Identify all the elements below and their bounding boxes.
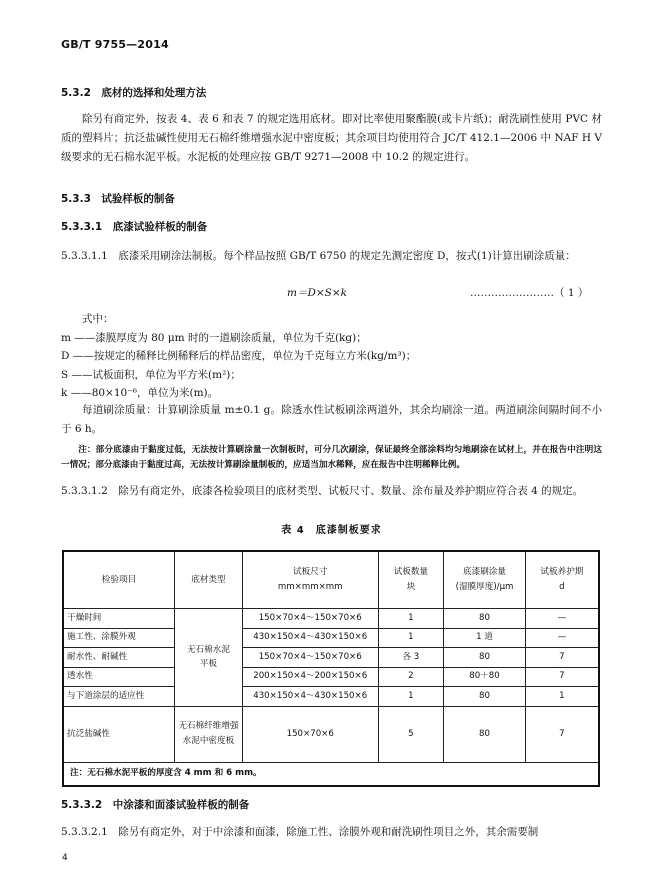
definition-k: k ——80×10⁻⁶，单位为米(m)。 [61,387,219,399]
row-item: 抗泛盐碱性 [63,706,174,762]
header-size-unit: mm×mm×mm [277,582,343,592]
formula-number: ……………………（ 1 ） [470,287,589,299]
header-amount-unit: (湿膜厚度)/μm [455,582,514,592]
header-size [242,551,378,609]
header-amount-label: 底漆刷涂量 [463,567,506,578]
row-cure: — [525,628,599,648]
row-size: 150×70×4～150×70×6 [242,648,378,668]
substrate-group-1: 无石棉水泥平板 [186,644,230,670]
row-item: 透水性 [63,667,174,687]
header-count-unit: 块 [406,582,416,592]
section-5-3-2-heading: 5.3.2 底材的选择和处理方法 [61,87,207,99]
symbol-definitions [61,310,602,403]
row-size: 430×150×4～430×150×6 [242,687,378,707]
header-size-label: 试板尺寸 [293,567,328,578]
row-count: 5 [378,706,444,762]
table-row [63,687,599,707]
row-substrate [174,706,242,762]
row-amount: 80 [444,687,526,707]
row-amount: 80＋80 [444,667,526,687]
table-footnote-row [63,762,599,786]
table-row [63,667,599,687]
table-row [63,706,599,762]
row-item: 与下道涂层的适应性 [63,687,174,707]
row-cure: 7 [525,667,599,687]
table-row [63,628,599,648]
table-row [63,609,599,629]
row-size: 150×70×4～150×70×6 [242,609,378,629]
section-5-3-3-2-heading: 5.3.3.2 中涂漆和面漆试验样板的制备 [61,799,250,811]
row-cure: — [525,609,599,629]
row-item: 施工性、涂膜外观 [63,628,174,648]
row-amount: 80 [444,706,526,762]
row-substrate [174,609,242,707]
header-item: 检验项目 [63,551,174,609]
brush-mass-paragraph: 每道刷涂质量：计算刷涂质量 m±0.1 g。除透水性试板刷涂两道外，其余均刷涂一道。两道刷涂间隔时间不小于 6 h。 [61,404,602,435]
row-size: 150×70×6 [242,706,378,762]
table-row [63,648,599,668]
row-amount: 80 [444,648,526,668]
row-size: 430×150×4～430×150×6 [242,628,378,648]
definitions-intro: 式中： [82,313,114,325]
section-5-3-3-1-heading: 5.3.3.1 底漆试验样板的制备 [61,221,208,233]
section-5-3-3-heading: 5.3.3 试验样板的制备 [61,193,175,205]
header-cure-label: 试板养护期 [540,567,584,578]
row-amount: 80 [444,609,526,629]
definition-d: D ——按规定的稀释比例稀释后的样品密度，单位为千克每立方米(kg/m³)； [61,350,417,362]
row-item: 干燥时间 [63,609,174,629]
row-count: 2 [378,667,444,687]
note-1: 注：部分底漆由于黏度过低，无法按计算刷涂量一次制板时，可分几次刷涂，保证最终全部涂料均匀地刷涂在试材上，并在报告中注明这一情况；部分底漆由于黏度过高，无法按计算刷涂量制板的，应适当加水稀释，应在报告中注明稀释比例。 [61,445,602,470]
section-5-3-3-2-1-paragraph: 5.3.3.2.1 除另有商定外，对于中涂漆和面漆，除施工性、涂膜外观和耐洗刷性项目之外，其余需要制 [61,826,539,838]
table-4-title: 表 4 底漆制板要求 [281,525,382,536]
header-amount [444,551,526,609]
section-5-3-3-1-1-paragraph: 5.3.3.1.1 底漆采用刷涂法制板。每个样品按照 GB/T 6750 的规定先测定密度 D，按式(1)计算出刷涂质量： [61,250,576,262]
formula-expression: m＝D×S×k [287,287,348,299]
standard-code: GB/T 9755—2014 [61,38,169,51]
row-count: 1 [378,628,444,648]
header-cure [525,551,599,609]
page-number: 4 [62,853,68,863]
row-count: 各 3 [378,648,444,668]
table-header-row [63,551,599,609]
definition-s: S ——试板面积，单位为平方米(m²)； [61,368,241,381]
row-cure: 1 [525,687,599,707]
header-cure-unit: d [559,582,565,592]
section-5-3-3-1-2-paragraph: 5.3.3.1.2 除另有商定外，底漆各检验项目的底材类型、试板尺寸、数量、涂布量及养护期应符合表 4 的规定。 [61,485,584,497]
row-cure: 7 [525,648,599,668]
table-4 [62,550,600,787]
header-count-label: 试板数量 [393,567,429,578]
row-item: 耐水性、耐碱性 [63,648,174,668]
row-cure: 7 [525,706,599,762]
row-count: 1 [378,609,444,629]
definition-m: m ——漆膜厚度为 80 μm 时的一道刷涂质量，单位为千克(kg)； [61,331,367,344]
header-count [378,551,444,609]
row-amount: 1 道 [444,628,526,648]
row-size: 200×150×4～200×150×6 [242,667,378,687]
row-count: 1 [378,687,444,707]
section-5-3-2-paragraph: 除另有商定外，按表 4、表 6 和表 7 的规定选用底材。即对比率使用聚酯膜(或卡片纸)；耐洗刷性使用 PVC 材质的塑料片；抗泛盐碱性使用无石棉纤维增强水泥中密度板；其余项目均使用符合 JC/T 412.1—2006 中 NAF H Ⅴ级要求的无石棉水泥平板。水泥板的处理应按 GB/T 9271—2008 中 10.2 的规定进行。 [61,113,602,163]
table-footnote: 注：无石棉水泥平板的厚度含 4 mm 和 6 mm。 [63,762,599,786]
header-substrate: 底材类型 [174,551,242,609]
substrate-group-2: 无石棉纤维增强水泥中密度板 [178,721,239,746]
